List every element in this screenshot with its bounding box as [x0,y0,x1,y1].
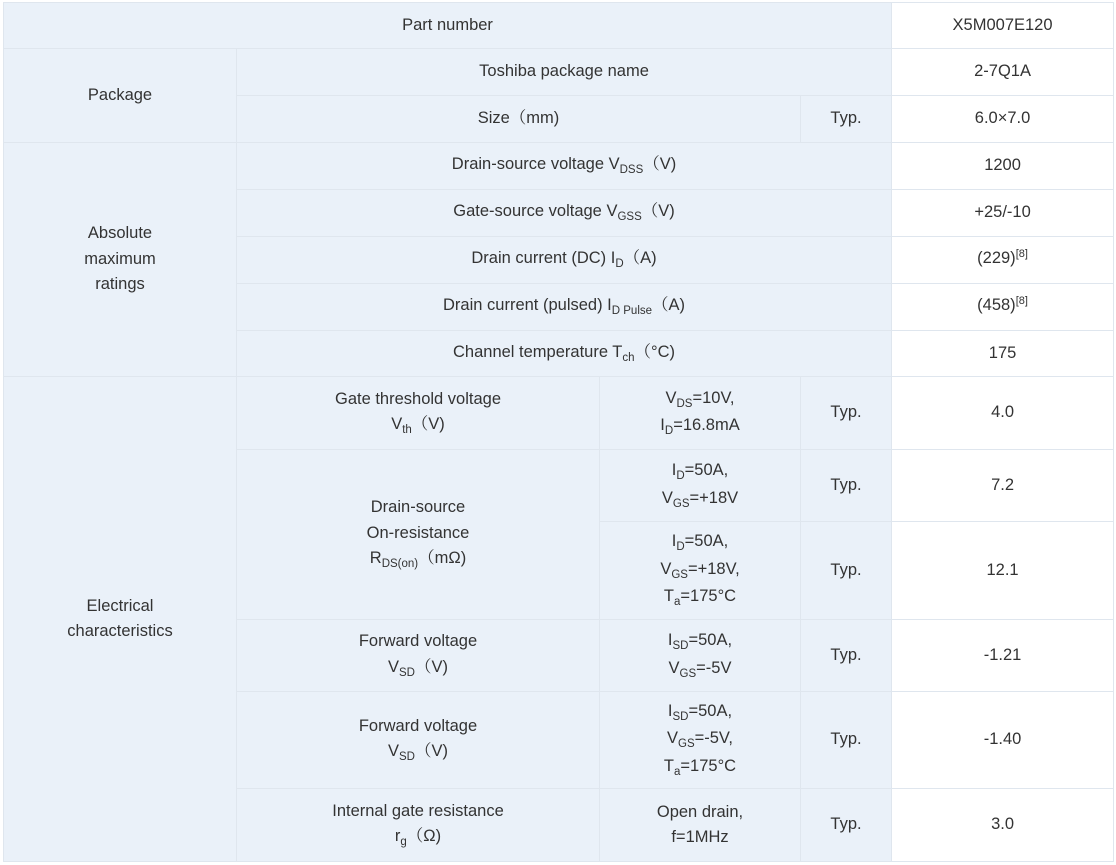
footnote-ref: [8] [1015,248,1028,261]
size-value: 6.0×7.0 [892,96,1114,143]
rds-typ-1: Typ. [801,450,892,522]
vsd2-label: Forward voltage $V_{SD}(V)$ [237,692,600,789]
vsd2-value: -1.40 [892,692,1114,789]
id-pulse-value: (458)[8] [892,284,1114,331]
size-cond: Typ. [801,96,892,143]
package-name-value: 2-7Q1A [892,49,1114,96]
elec-label-line: Electrical [86,596,154,615]
vsd1-value: -1.21 [892,620,1114,692]
vdss-value: 1200 [892,143,1114,190]
id-dc-label: Drain current (DC) $I_D(A)$ [237,237,892,284]
elec-label-line: characteristics [67,622,173,640]
elec-group-label [4,377,237,862]
vsd1-conditions: $I_{SD}=50A$, $V_{GS}=-5V$ [600,620,801,692]
vth-conditions: $V_{DS}=10V$, $I_D=16.8mA$ [600,377,801,450]
rg-value: 3.0 [892,789,1114,862]
vsd2-typ: Typ. [801,692,892,789]
size-label: Size（mm) [237,96,801,143]
rds-conditions-1: $I_D=50A$, $V_{GS}=+18V$ [600,450,801,522]
rds-conditions-2: $I_D=50A$, $V_{GS}=+18V$, $T_a=175^\circ C$ [600,522,801,620]
vsd1-typ: Typ. [801,620,892,692]
vth-typ: Typ. [801,377,892,450]
row-part-number [4,3,1114,49]
rds-label: Drain-source On-resistance $R_{DS(on)}(m\Omega)$ [237,450,600,620]
spec-table [3,2,1114,862]
row-vdss [4,143,1114,190]
package-name-label: Toshiba package name [237,49,892,96]
tch-label: Channel temperature $T_{ch}(^\circ C)$ [237,331,892,377]
vgss-value: +25/-10 [892,190,1114,237]
abs-max-label-line: Absolute [87,224,153,243]
row-package-name [4,49,1114,96]
part-number-label: Part number [4,3,892,49]
abs-max-label-line: maximum [84,249,156,268]
vsd2-conditions: $I_{SD}=50A$, $V_{GS}=-5V$, $T_a=175^\circ C$ [600,692,801,789]
abs-max-group-label [4,143,237,377]
package-group-label: Package [4,49,237,143]
row-vth [4,377,1114,450]
id-pulse-label: Drain current (pulsed) $I_{D Pulse}(A)$ [237,284,892,331]
rg-typ: Typ. [801,789,892,862]
vth-label: Gate threshold voltage $V_{th}(V)$ [237,377,600,450]
vth-value: 4.0 [892,377,1114,450]
rds-typ-2: Typ. [801,522,892,620]
rg-conditions: Open drain, f=1MHz [600,789,801,862]
rg-label: Internal gate resistance $r_g(\Omega)$ [237,789,600,862]
vdss-label: Drain-source voltage $V_{DSS}(V)$ [237,143,892,190]
footnote-ref: [8] [1015,295,1028,308]
part-number-value: X5M007E120 [892,3,1114,49]
id-dc-value: (229)[8] [892,237,1114,284]
rds-value-2: 12.1 [892,522,1114,620]
vsd1-label: Forward voltage $V_{SD}(V)$ [237,620,600,692]
vgss-label: Gate-source voltage $V_{GSS}(V)$ [237,190,892,237]
tch-value: 175 [892,331,1114,377]
abs-max-label-line: ratings [95,275,145,294]
rds-value-1: 7.2 [892,450,1114,522]
